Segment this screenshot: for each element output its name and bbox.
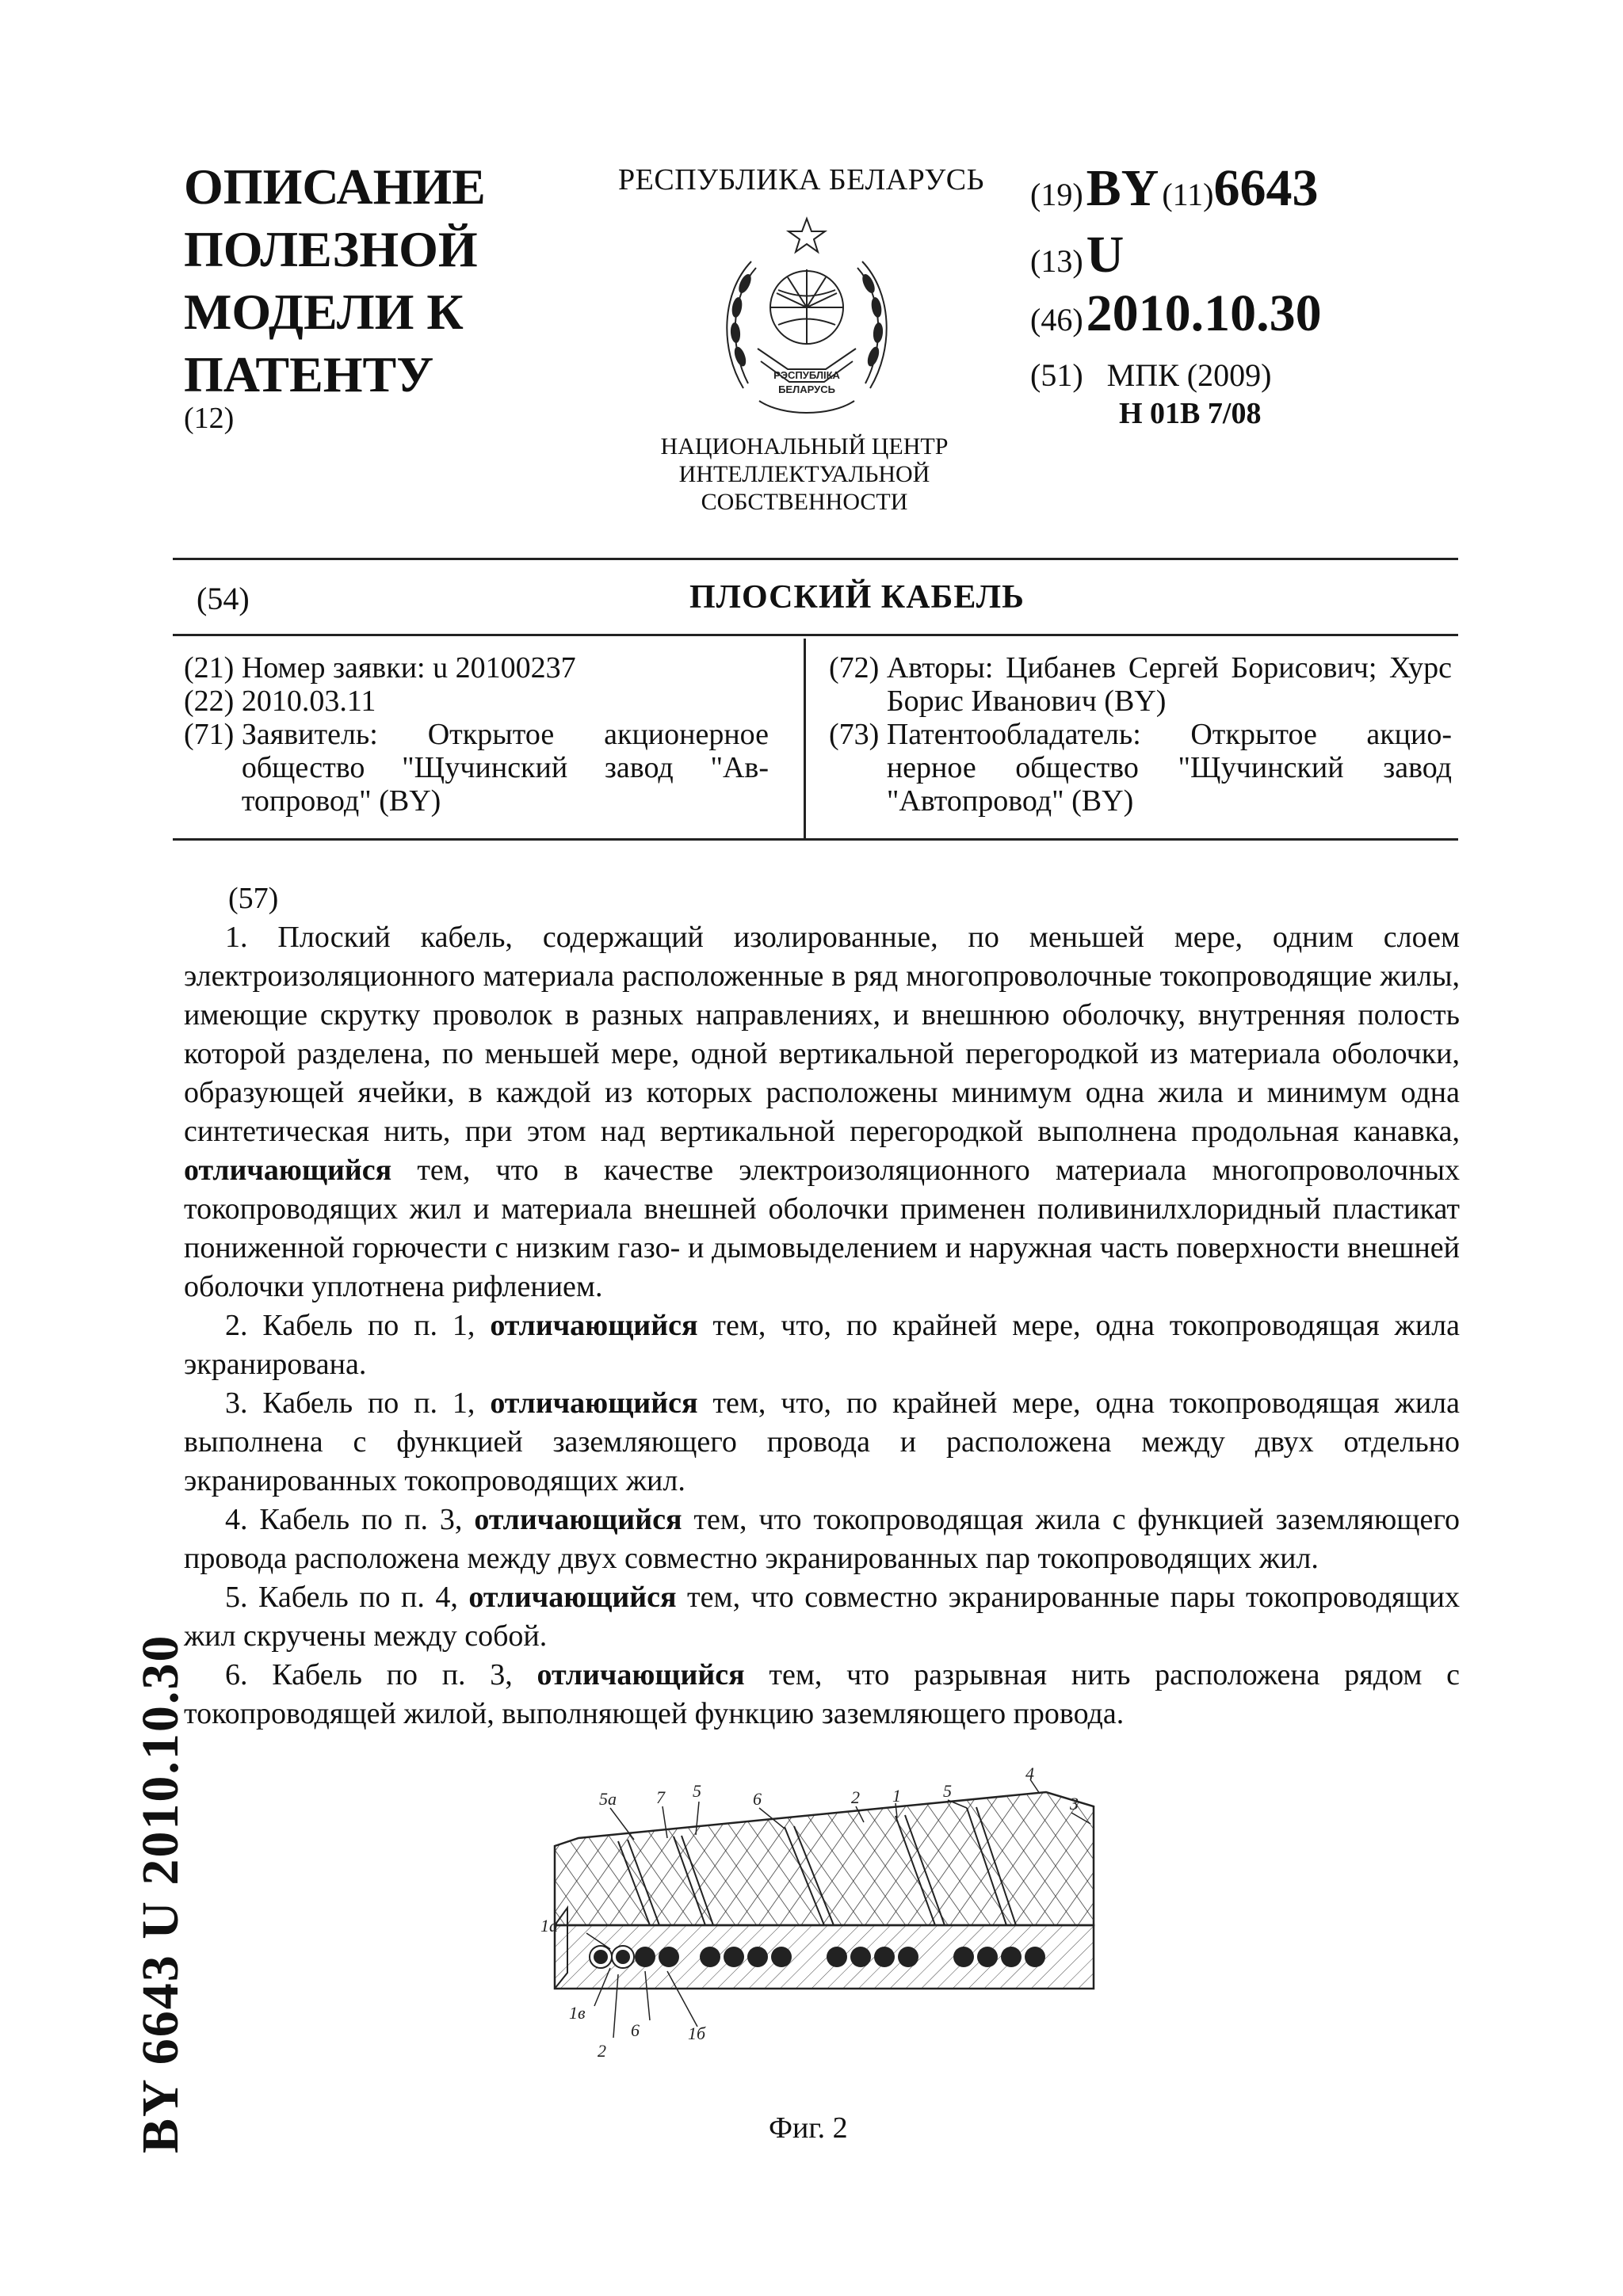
kind-code: U <box>1086 226 1125 284</box>
label-1: 1 <box>892 1786 901 1806</box>
national-center-name: НАЦИОНАЛЬНЫЙ ЦЕНТР ИНТЕЛЛЕКТУАЛЬНОЙ СОБСТВЕННОСТИ <box>660 433 949 515</box>
divider-vertical <box>804 639 806 838</box>
claim-1: 1. Плоский кабель, содержащий изолированные, по меньшей мере, одним слоем электроизоляционного материала расположенные в ряд многопроволочные токопроводящие жилы, имеющие скрутку проволок в разных направлениях, и внешнюю оболочку, внутренняя полость которой разделена, по меньшей мере, одной вертикальной перегородкой из материала оболочки, образующей ячейки, в каждой из которых расположены минимум одна жила и минимум одна синтетическая нить, при этом над вертикальной перегородкой выполнена продольная канавка, отличающийся тем, что в качестве электроизоляционного материала многопроволочных токопроводящих жил и материала внешней оболочки применен поливинилхлоридный пластикат пониженной горючести с низким газо- и дымовыделением и наружная часть поверхности внешней оболочки уплотнена рифлением. <box>184 921 1460 1303</box>
label-5: 5 <box>693 1781 701 1801</box>
label-1b: 1б <box>688 2023 706 2043</box>
bib-text: Заявитель: Открытое акционерное общество "Щучинский завод "Ав-топровод" (BY) <box>241 718 769 818</box>
bib-entry-72 <box>829 651 1452 718</box>
invention-title: ПЛОСКИЙ КАБЕЛЬ <box>689 579 1025 616</box>
divider-title <box>173 634 1458 636</box>
label-2-bottom: 2 <box>598 2041 606 2061</box>
emblem-star <box>789 219 825 252</box>
inid-code-57: (57) <box>228 882 279 915</box>
state-emblem <box>712 214 902 420</box>
claim-3: 3. Кабель по п. 1, отличающийся тем, что, по крайней мере, одна токопроводящая жила выполнена с функцией заземляющего провода и расположена между двух отдельно экранированных токопроводящих жил. <box>184 1386 1460 1497</box>
label-5a: 5а <box>599 1789 617 1809</box>
inid-code-12: (12) <box>184 402 235 435</box>
ipc-edition: МПК (2009) <box>1106 357 1272 393</box>
bib-text: Авторы: Цибанев Сергей Борисович; Хурс Борис Иванович (BY) <box>886 651 1452 718</box>
label-1v: 1в <box>569 2003 586 2023</box>
inid-code-54: (54) <box>197 581 250 616</box>
bib-text: 2010.03.11 <box>241 685 376 718</box>
patent-number: 6643 <box>1213 159 1319 217</box>
inid-code-51: (51) <box>1030 357 1083 393</box>
emblem-inscription-1: РЭСПУБЛІКА <box>773 369 840 381</box>
claim-4: 4. Кабель по п. 3, отличающийся тем, что токопроводящая жила с функцией заземляющего провода расположена между двух совместно экранированных пар токопроводящих жил. <box>184 1503 1461 1575</box>
claims <box>184 879 1460 1733</box>
document-title: ОПИСАНИЕ ПОЛЕЗНОЙ МОДЕЛИ К ПАТЕНТУ <box>184 158 486 402</box>
label-6-bottom: 6 <box>631 2020 640 2040</box>
bibliographic-right <box>829 651 1452 818</box>
bib-entry-21 <box>184 651 769 685</box>
inid-code-19: (19) <box>1030 177 1083 212</box>
inid-code-46: (46) <box>1030 302 1083 338</box>
claim-5: 5. Кабель по п. 4, отличающийся тем, что совместно экранированные пары токопроводящих жил скручены между собой. <box>184 1581 1460 1653</box>
label-2: 2 <box>851 1787 860 1807</box>
side-stamp: BY 6643 U 2010.10.30 <box>132 1634 189 2153</box>
label-5-right: 5 <box>943 1781 952 1801</box>
emblem-inscription-2: БЕЛАРУСЬ <box>778 383 835 395</box>
bib-text: Патентообладатель: Открытое акцио-нерное общество "Щучинский завод "Автопровод" (BY) <box>886 718 1452 818</box>
label-3: 3 <box>1070 1794 1079 1814</box>
bib-text: Номер заявки: u 20100237 <box>241 651 576 685</box>
divider-bottom <box>173 838 1458 841</box>
bib-entry-71 <box>184 718 769 818</box>
label-7: 7 <box>656 1787 665 1807</box>
inid-code-11: (11) <box>1162 177 1214 212</box>
label-1a: 1а <box>540 1916 558 1936</box>
bib-code: (21) <box>184 651 235 685</box>
inid-code-13: (13) <box>1030 243 1083 279</box>
bib-entry-73 <box>829 718 1452 818</box>
republic-name: РЕСПУБЛИКА БЕЛАРУСЬ <box>618 163 984 196</box>
divider-top <box>173 558 1458 560</box>
figure-caption: Фиг. 2 <box>769 2111 848 2145</box>
country-code: BY <box>1086 159 1159 217</box>
label-4: 4 <box>1025 1764 1034 1783</box>
bib-code: (72) <box>829 651 880 685</box>
claim-2: 2. Кабель по п. 1, отличающийся тем, что, по крайней мере, одна токопроводящая жила экранирована. <box>184 1309 1460 1381</box>
bib-code: (22) <box>184 685 235 718</box>
claim-6: 6. Кабель по п. 3, отличающийся тем, что разрывная нить расположена рядом с токопроводящей жилой, выполняющей функцию заземляющего провода. <box>184 1658 1460 1730</box>
ipc-class: H 01B 7/08 <box>1119 397 1262 430</box>
label-6: 6 <box>753 1789 762 1809</box>
bib-entry-22 <box>184 685 769 718</box>
bib-code: (71) <box>184 718 235 751</box>
cable-drawing <box>523 1764 1125 2107</box>
bib-code: (73) <box>829 718 880 751</box>
bibliographic-left <box>184 651 769 818</box>
publication-date: 2010.10.30 <box>1086 284 1322 342</box>
